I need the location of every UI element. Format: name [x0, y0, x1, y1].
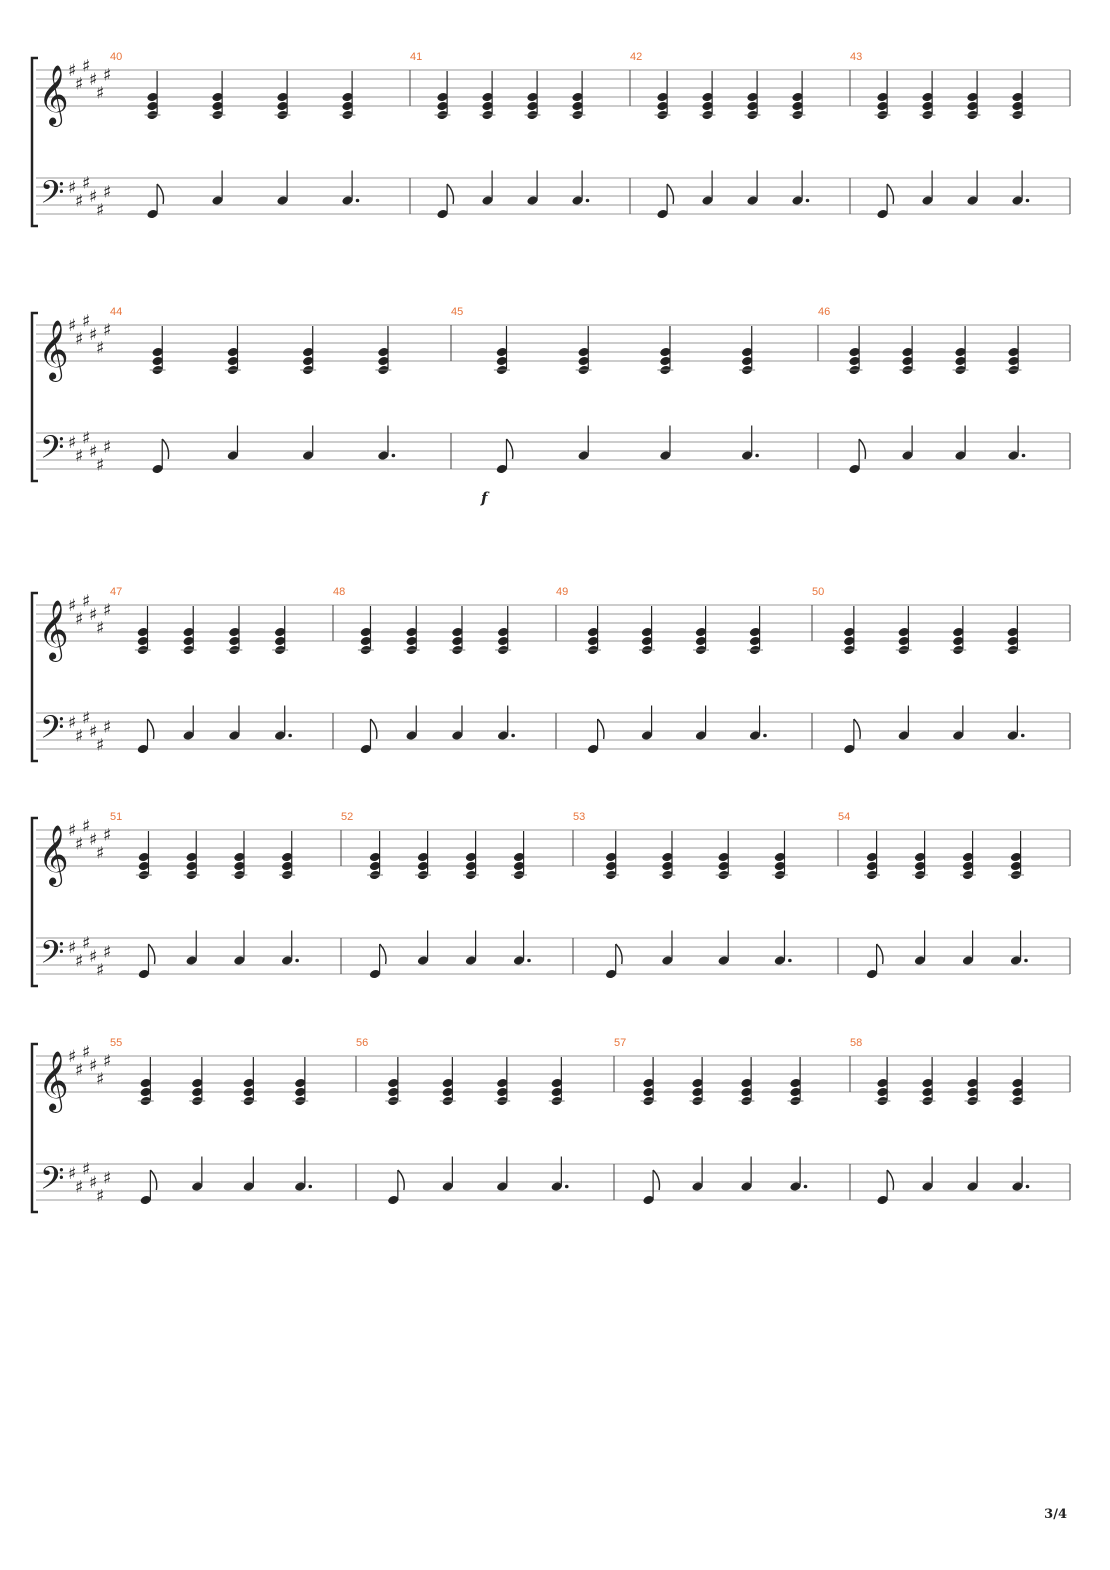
chord	[210, 71, 226, 120]
chord	[900, 326, 916, 375]
bass-note	[914, 931, 926, 966]
dot	[565, 1185, 569, 1189]
dot	[763, 734, 767, 738]
chord	[525, 71, 541, 120]
bass-clef: 𝄢	[40, 1160, 65, 1204]
chord	[275, 71, 291, 120]
bass-note	[228, 706, 240, 741]
key-sharp: ♯	[103, 65, 112, 86]
key-sharp: ♯	[75, 74, 84, 95]
key-sharp: ♯	[75, 329, 84, 350]
chord	[739, 326, 755, 375]
chord	[875, 1057, 891, 1106]
chord	[950, 606, 966, 655]
measure-48	[358, 606, 515, 754]
key-sharp: ♯	[82, 591, 91, 612]
dot	[288, 734, 292, 738]
measure-number: 52	[341, 811, 354, 823]
key-sharp: ♯	[75, 609, 84, 630]
treble-clef: 𝄞	[38, 1051, 69, 1111]
chord	[404, 606, 420, 655]
key-sharp: ♯	[75, 1060, 84, 1081]
key-sharp: ♯	[96, 1069, 105, 1090]
dot	[527, 959, 531, 963]
bass-note	[442, 1157, 454, 1192]
dot	[308, 1185, 312, 1189]
chord	[300, 326, 316, 375]
chord	[241, 1057, 257, 1106]
chord	[739, 1057, 755, 1106]
chord	[965, 1057, 981, 1106]
measure-51	[136, 831, 299, 979]
chord	[231, 831, 247, 880]
key-sharp: ♯	[96, 843, 105, 864]
bass-note	[898, 706, 910, 741]
bass-note	[791, 171, 809, 206]
bass-note	[921, 171, 933, 206]
chord	[181, 606, 197, 655]
chord	[1005, 606, 1021, 655]
bass-note	[185, 931, 197, 966]
key-sharp: ♯	[75, 191, 84, 212]
chord	[659, 831, 675, 880]
measure-number: 57	[614, 1037, 627, 1049]
measure-45	[494, 326, 759, 474]
measure-40	[145, 71, 360, 219]
bass-clef: 𝄢	[40, 429, 65, 473]
bass-clef: 𝄢	[40, 934, 65, 978]
measure-54	[864, 831, 1028, 979]
bass-note	[1007, 706, 1025, 741]
dot	[1021, 734, 1025, 738]
measure-number: 51	[110, 811, 123, 823]
dot	[295, 959, 299, 963]
bass-note	[952, 706, 964, 741]
measure-number: 54	[838, 811, 851, 823]
chord	[912, 831, 928, 880]
measure-number: 55	[110, 1037, 123, 1049]
chord	[920, 1057, 936, 1106]
bass-note	[211, 171, 223, 206]
bass-note	[276, 171, 288, 206]
bass-note	[481, 171, 493, 206]
measure-55	[138, 1057, 312, 1205]
chord	[641, 1057, 657, 1106]
chord	[358, 606, 374, 655]
bass-note	[746, 171, 758, 206]
dot	[1026, 199, 1030, 203]
bass-note	[717, 931, 729, 966]
key-sharp: ♯	[103, 600, 112, 621]
chord	[511, 831, 527, 880]
chord	[1008, 831, 1024, 880]
measure-41	[435, 71, 590, 219]
bass-note	[227, 426, 239, 461]
key-sharp: ♯	[82, 428, 91, 449]
measure-number: 48	[333, 586, 346, 598]
chord	[960, 831, 976, 880]
chord	[375, 326, 391, 375]
key-sharp: ♯	[103, 1051, 112, 1072]
measure-number: 40	[110, 51, 123, 63]
measure-50	[841, 606, 1024, 754]
measure-56	[385, 1057, 568, 1205]
key-sharp: ♯	[68, 938, 77, 958]
bass-note	[749, 706, 767, 741]
chord	[570, 71, 586, 120]
chord	[226, 606, 242, 655]
system-2	[32, 306, 1070, 507]
key-sharp: ♯	[68, 1047, 77, 1067]
bass-note	[526, 171, 538, 206]
bass-note	[1010, 931, 1028, 966]
measure-57	[641, 1057, 808, 1205]
system-3	[32, 586, 1070, 761]
bass-note	[497, 706, 515, 741]
bass-note	[243, 1157, 255, 1192]
chord	[716, 831, 732, 880]
chord	[440, 1057, 456, 1106]
dot	[788, 959, 792, 963]
chord	[279, 831, 295, 880]
dot	[511, 734, 515, 738]
bass-note	[741, 426, 759, 461]
key-sharp: ♯	[96, 735, 105, 756]
bass-note	[341, 171, 359, 206]
bass-note	[774, 931, 792, 966]
key-sharp: ♯	[82, 311, 91, 332]
key-sharp: ♯	[89, 70, 98, 90]
key-sharp: ♯	[103, 825, 112, 846]
dot	[586, 199, 590, 203]
measure-number: 42	[630, 51, 643, 63]
bass-note	[405, 706, 417, 741]
measure-53	[603, 831, 792, 979]
treble-clef: 𝄞	[38, 825, 69, 885]
key-sharp: ♯	[68, 61, 77, 81]
bass-note	[513, 931, 531, 966]
chord	[747, 606, 763, 655]
chord	[495, 606, 511, 655]
measure-44	[150, 326, 396, 474]
chord	[603, 831, 619, 880]
systems-layer	[32, 51, 1070, 1212]
bass-note	[789, 1157, 807, 1192]
measure-49	[585, 606, 767, 754]
bass-note	[302, 426, 314, 461]
bass-note	[691, 1157, 703, 1192]
chord	[150, 326, 166, 375]
chord	[847, 326, 863, 375]
bass-note	[1011, 171, 1029, 206]
key-sharp: ♯	[75, 1177, 84, 1198]
chord	[920, 71, 936, 120]
key-sharp: ♯	[89, 187, 98, 207]
key-sharp: ♯	[103, 437, 112, 458]
chord	[480, 71, 496, 120]
dot	[1026, 1185, 1030, 1189]
key-sharp: ♯	[96, 338, 105, 359]
bass-note	[451, 706, 463, 741]
chord	[576, 326, 592, 375]
key-sharp: ♯	[103, 717, 112, 738]
key-sharp: ♯	[82, 1159, 91, 1180]
chord	[700, 71, 716, 120]
bass-note	[294, 1157, 312, 1192]
dot	[392, 454, 396, 458]
bass-note	[551, 1157, 569, 1192]
chord	[790, 71, 806, 120]
key-sharp: ♯	[96, 200, 105, 221]
key-sharp: ♯	[82, 816, 91, 837]
key-sharp: ♯	[82, 933, 91, 954]
measure-47	[135, 606, 292, 754]
chord	[340, 71, 356, 120]
bass-clef: 𝄢	[40, 174, 65, 218]
chord	[292, 1057, 308, 1106]
chord	[693, 606, 709, 655]
dot	[356, 199, 360, 203]
chord	[463, 831, 479, 880]
measure-number: 53	[573, 811, 586, 823]
key-sharp: ♯	[68, 433, 77, 453]
chord	[639, 606, 655, 655]
bass-note	[954, 426, 966, 461]
key-sharp: ♯	[75, 446, 84, 467]
chord	[896, 606, 912, 655]
key-sharp: ♯	[75, 834, 84, 855]
key-sharp: ♯	[89, 1173, 98, 1193]
bass-note	[577, 426, 589, 461]
key-sharp: ♯	[82, 708, 91, 729]
key-sharp: ♯	[68, 821, 77, 841]
key-sharp: ♯	[89, 722, 98, 742]
key-sharp: ♯	[89, 1056, 98, 1076]
measure-43	[875, 71, 1030, 219]
measure-46	[847, 326, 1026, 474]
dot	[804, 1185, 808, 1189]
chord	[690, 1057, 706, 1106]
measure-42	[655, 71, 810, 219]
treble-clef: 𝄞	[38, 320, 69, 380]
bass-note	[901, 426, 913, 461]
key-sharp: ♯	[75, 951, 84, 972]
chord	[135, 606, 151, 655]
key-sharp: ♯	[75, 726, 84, 747]
page-number: 3/4	[1044, 1507, 1067, 1522]
chord	[1010, 1057, 1026, 1106]
measure-number: 47	[110, 586, 123, 598]
key-sharp: ♯	[96, 960, 105, 981]
bass-note	[661, 931, 673, 966]
chord	[449, 606, 465, 655]
chord	[864, 831, 880, 880]
key-sharp: ♯	[89, 830, 98, 850]
measure-number: 46	[818, 306, 831, 318]
chord	[1010, 71, 1026, 120]
bass-note	[417, 931, 429, 966]
bass-note	[921, 1157, 933, 1192]
bass-note	[740, 1157, 752, 1192]
measure-number: 50	[812, 586, 825, 598]
bass-note	[695, 706, 707, 741]
bass-note	[191, 1157, 203, 1192]
dot	[755, 454, 759, 458]
bass-note	[1007, 426, 1025, 461]
bass-note	[962, 931, 974, 966]
bass-note	[966, 1157, 978, 1192]
chord	[415, 831, 431, 880]
chord	[953, 326, 969, 375]
key-sharp: ♯	[68, 596, 77, 616]
chord	[745, 71, 761, 120]
chord	[138, 1057, 154, 1106]
chord	[1006, 326, 1022, 375]
key-sharp: ♯	[82, 173, 91, 194]
bass-note	[966, 171, 978, 206]
key-sharp: ♯	[89, 442, 98, 462]
measure-52	[367, 831, 531, 979]
bass-note	[182, 706, 194, 741]
chord	[965, 71, 981, 120]
measure-number: 49	[556, 586, 569, 598]
chord	[841, 606, 857, 655]
chord	[189, 1057, 205, 1106]
dot	[1022, 454, 1026, 458]
chord	[494, 326, 510, 375]
measure-number: 43	[850, 51, 863, 63]
bass-note	[659, 426, 671, 461]
system-5	[32, 1037, 1070, 1212]
chord	[875, 71, 891, 120]
key-sharp: ♯	[96, 83, 105, 104]
system-1	[32, 51, 1070, 226]
key-sharp: ♯	[96, 1186, 105, 1207]
chord	[145, 71, 161, 120]
dynamic-marking: f	[481, 489, 488, 507]
key-sharp: ♯	[103, 182, 112, 203]
measure-number: 58	[850, 1037, 863, 1049]
key-sharp: ♯	[96, 618, 105, 639]
chord	[385, 1057, 401, 1106]
chord	[225, 326, 241, 375]
key-sharp: ♯	[103, 942, 112, 963]
key-sharp: ♯	[68, 316, 77, 336]
chord	[136, 831, 152, 880]
chord	[585, 606, 601, 655]
key-sharp: ♯	[82, 56, 91, 77]
chord	[184, 831, 200, 880]
dot	[806, 199, 810, 203]
chord	[788, 1057, 804, 1106]
bass-note	[571, 171, 589, 206]
bass-note	[281, 931, 299, 966]
bass-note	[496, 1157, 508, 1192]
chord	[435, 71, 451, 120]
key-sharp: ♯	[103, 1168, 112, 1189]
chord	[549, 1057, 565, 1106]
measure-58	[875, 1057, 1030, 1205]
treble-clef: 𝄞	[38, 600, 69, 660]
measure-number: 45	[451, 306, 464, 318]
chord	[494, 1057, 510, 1106]
key-sharp: ♯	[96, 455, 105, 476]
bass-clef: 𝄢	[40, 709, 65, 753]
key-sharp: ♯	[68, 1164, 77, 1184]
key-sharp: ♯	[68, 178, 77, 198]
bass-note	[233, 931, 245, 966]
measure-number: 44	[110, 306, 123, 318]
dot	[1024, 959, 1028, 963]
chord	[367, 831, 383, 880]
chord	[655, 71, 671, 120]
bass-note	[701, 171, 713, 206]
measure-number: 41	[410, 51, 423, 63]
bass-note	[465, 931, 477, 966]
key-sharp: ♯	[103, 320, 112, 341]
key-sharp: ♯	[82, 1042, 91, 1063]
bass-note	[377, 426, 395, 461]
system-4	[32, 811, 1070, 986]
key-sharp: ♯	[68, 713, 77, 733]
key-sharp: ♯	[89, 605, 98, 625]
key-sharp: ♯	[89, 947, 98, 967]
key-sharp: ♯	[89, 325, 98, 345]
treble-clef: 𝄞	[38, 65, 69, 125]
chord	[772, 831, 788, 880]
bass-note	[641, 706, 653, 741]
bass-note	[1011, 1157, 1029, 1192]
bass-note	[274, 706, 292, 741]
measure-number: 56	[356, 1037, 369, 1049]
chord	[657, 326, 673, 375]
chord	[272, 606, 288, 655]
